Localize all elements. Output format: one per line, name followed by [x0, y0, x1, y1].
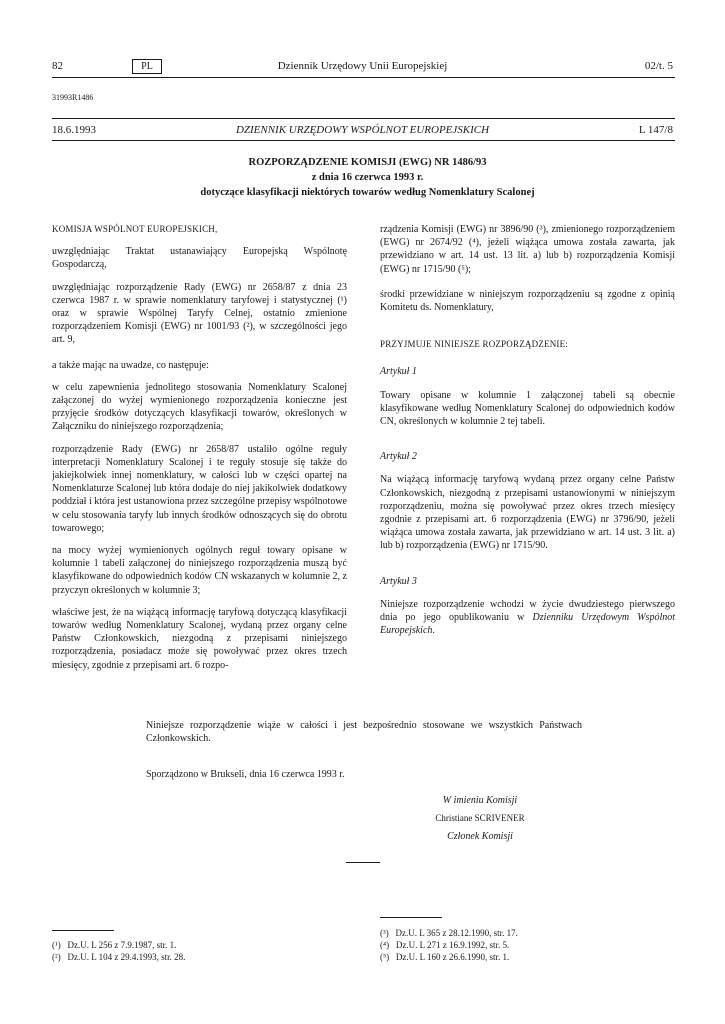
article-3-text-a: Niniejsze rozporządzenie wchodzi w życie dwudziestego pierwszego dnia po jego opublikowaniu w [380, 598, 675, 624]
recital-regulation: uwzględniając rozporządzenie Rady (EWG) nr 2658/87 z dnia 23 czerwca 1987 r. w sprawie nomenklatury taryfowej i statystycznej (¹) oraz w sprawie Wspólnej Taryfy Celnej, ostatnio zmienione rozporządzeniem Komisji (EWG) nr 1001/93 (²), w szczególności jego art. 9, [52, 281, 347, 346]
article-1-heading: Artykuł 1 [380, 366, 417, 378]
footnote-text: Dz.U. L 365 z 28.12.1990, str. 17. [395, 928, 518, 938]
official-journal-reference: Dzienniku Urzędowym Wspólnot Europejskich [380, 612, 675, 637]
publication-date: 18.6.1993 [52, 124, 96, 136]
subheader-rule-top [52, 118, 675, 119]
footnote-text: Dz.U. L 256 z 7.9.1987, str. 1. [67, 940, 177, 950]
journal-reference: L 147/8 [638, 124, 673, 136]
footnote-1 [52, 939, 185, 951]
footnote-4 [380, 939, 518, 951]
footnotes-left [52, 939, 185, 963]
footnote-text: Dz.U. L 160 z 26.6.1990, str. 1. [395, 952, 510, 962]
footnote-5 [380, 951, 518, 963]
recital-4-continued: rządzenia Komisji (EWG) nr 3896/90 (³), zmienionego rozporządzeniem (EWG) nr 2674/92 (⁴), jeżeli wiążąca umowa została zawarta, jak przewidziano w art. 14 ust. 13 lit. a) lub b) rozporządzenia Komisji (EWG) nr 1715/90 (⁵); [380, 224, 675, 275]
place-and-date: Sporządzono w Brukseli, dnia 16 czerwca 1993 r. [146, 769, 345, 780]
signatory-role: Członek Komisji [447, 831, 513, 842]
footnote-2 [52, 951, 185, 963]
page-number: 82 [52, 60, 63, 72]
footnote-mark: (³) [380, 928, 389, 938]
article-3-text [380, 598, 675, 638]
footnote-rule-left [52, 930, 114, 931]
recital-2: rozporządzenie Rady (EWG) nr 2658/87 ustaliło ogólne reguły interpretacji Nomenklatury Scalonej i te reguły stosuje się także do jakiejkolwiek innej nomenklatury, w całości lub w części opartej na Nomenklaturze Scalonej lub która dodaje do niej jakikolwiek dodatkowy poddział i która jest ustanowiona przez szczególne przepisy wspólnotowe w celu stosowania taryfy lub innych środków odnoszących się do obrotu towarowego; [52, 443, 347, 534]
end-rule [346, 862, 380, 863]
article-2-text: Na wiążącą informację taryfową wydaną przez organy celne Państw Członkowskich, niezgodną z przepisami ustanowionymi w niniejszym rozporządzeniu, można się powoływać przez okres trzech miesięcy zgodnie z przepisami art. 6 rozporządzenia (EWG) nr 3796/90, jeżeli wiążąca umowa została zawarta, jak przewidziano w art. 14 ust. 3 lit. a) lub b) rozporządzenia (EWG) nr 1715/90. [380, 474, 675, 552]
footnote-mark: (⁴) [380, 940, 390, 950]
on-behalf-of: W imieniu Komisji [442, 795, 518, 806]
footnote-rule-right [380, 917, 442, 918]
recital-1: w celu zapewnienia jednolitego stosowania Nomenklatury Scalonej załączonej do wyżej wymienionego rozporządzenia konieczne jest przyjęcie środków dotyczących klasyfikacji towarów, określonych w Załączniku do niniejszego rozporządzenia; [52, 381, 347, 433]
header-rule [52, 77, 675, 78]
official-journal-name: DZIENNIK URZĘDOWY WSPÓLNOT EUROPEJSKICH [235, 124, 490, 136]
footnote-mark: (⁵) [380, 952, 390, 962]
article-3-text-end: . [432, 625, 435, 637]
footnote-3 [380, 927, 518, 939]
footnote-mark: (²) [52, 952, 61, 962]
celex-number: 31993R1486 [52, 93, 94, 102]
regulation-title: ROZPORZĄDZENIE KOMISJI (EWG) NR 1486/93 [248, 157, 487, 168]
signatory-name: Christiane SCRIVENER [435, 813, 525, 823]
subheader-rule-bottom [52, 140, 675, 141]
regulation-date: z dnia 16 czerwca 1993 r. [311, 172, 424, 183]
recital-5: środki przewidziane w niniejszym rozporządzeniu są zgodne z opinią Komitetu ds. Nomenklatury, [380, 288, 675, 314]
enacting-formula: PRZYJMUJE NINIEJSZE ROZPORZĄDZENIE: [380, 339, 568, 350]
footnote-text: Dz.U. L 271 z 16.9.1992, str. 5. [395, 940, 510, 950]
left-column [52, 223, 347, 681]
article-3-heading: Artykuł 3 [380, 575, 417, 587]
volume-number: 02/t. 5 [644, 60, 673, 72]
article-2-heading: Artykuł 2 [380, 451, 417, 463]
recital-3: na mocy wyżej wymienionych ogólnych reguł towary opisane w kolumnie 1 tabeli załączonej do niniejszego rozporządzenia muszą być klasyfikowane do odpowiednich kodów CN wskazanych w kolumnie 2, z przyczyn określonych w kolumnie 3; [52, 545, 347, 596]
recital-4: właściwe jest, że na wiążącą informację taryfową dotyczącą klasyfikacji towarów według Nomenklatury Scalonej, wydaną przez organy celne Państw Członkowskich, niezgodną z przepisami niniejszego rozporządzenia, posiadacz może się powoływać przez okres trzech miesięcy, zgodnie z przepisami art. 6 rozpo- [52, 606, 347, 671]
footnotes-right [380, 927, 518, 963]
language-badge: PL [132, 59, 162, 74]
recitals-intro: a także mając na uwadze, co następuje: [52, 359, 209, 371]
footnote-text: Dz.U. L 104 z 29.4.1993, str. 28. [67, 952, 186, 962]
regulation-subject: dotyczące klasyfikacji niektórych towarów według Nomenklatury Scalonej [200, 187, 535, 198]
journal-title: Dziennik Urzędowy Unii Europejskiej [277, 60, 448, 72]
right-column [380, 223, 675, 646]
binding-clause: Niniejsze rozporządzenie wiąże w całości i jest bezpośrednio stosowane we wszystkich Państwach Członkowskich. [146, 720, 582, 745]
recital-treaty: uwzględniając Traktat ustanawiający Europejską Wspólnotę Gospodarczą, [52, 246, 347, 271]
issuing-body: KOMISJA WSPÓLNOT EUROPEJSKICH, [52, 224, 218, 234]
article-1-text: Towary opisane w kolumnie 1 załączonej tabeli są obecnie klasyfikowane według Nomenklatury Scalonej do odpowiednich kodów CN, określonych w kolumnie 2 tej tabeli. [380, 389, 675, 428]
footnote-mark: (¹) [52, 940, 61, 950]
